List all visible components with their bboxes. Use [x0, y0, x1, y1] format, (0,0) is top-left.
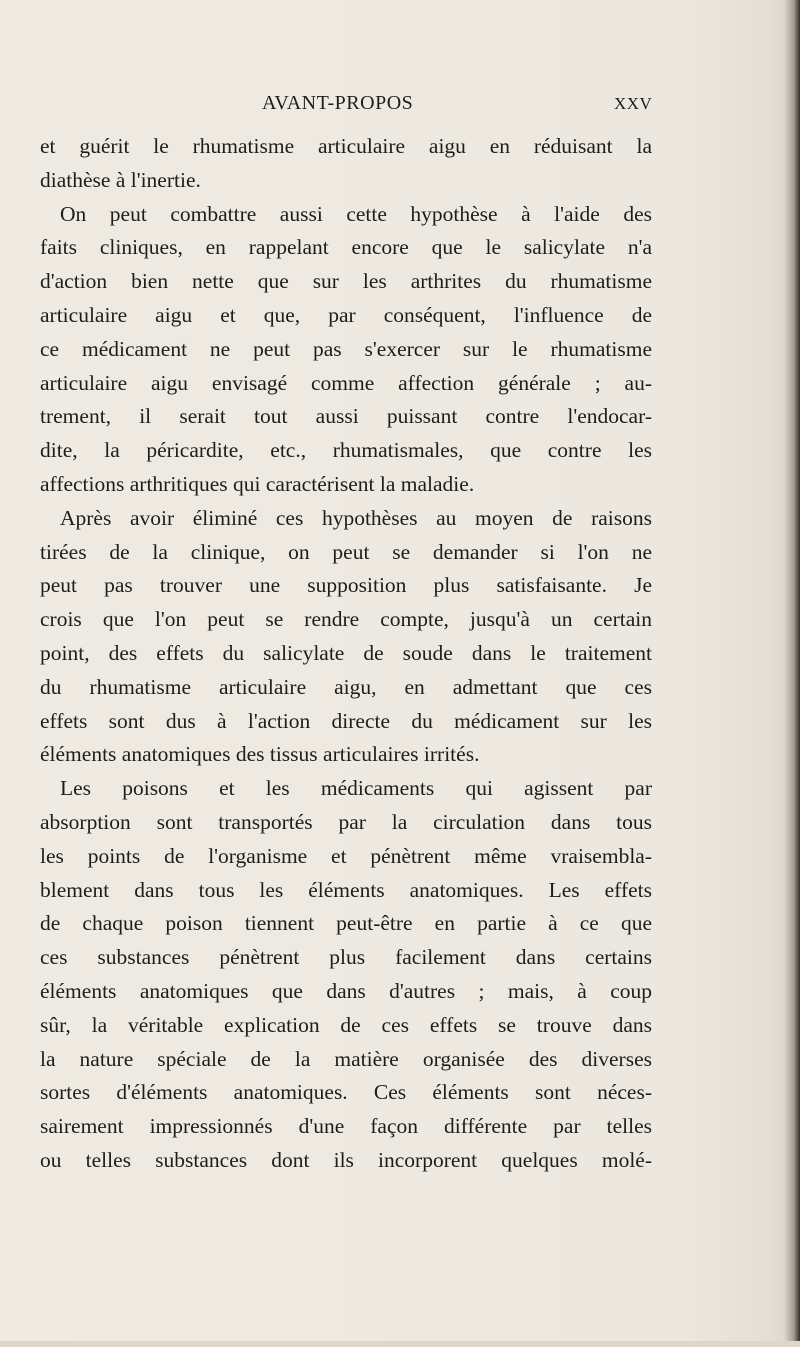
- text-line: ou telles substances dont ils incorporent quelques molé-: [40, 1147, 652, 1172]
- text-line: articulaire aigu envisagé comme affection générale ; au-: [40, 370, 652, 395]
- text-line: On peut combattre aussi cette hypothèse à l'aide des: [60, 201, 652, 226]
- text-line: la nature spéciale de la matière organisée des diverses: [40, 1046, 652, 1071]
- text-line: diathèse à l'inertie.: [40, 167, 201, 192]
- page-bottom-edge: [0, 1341, 800, 1347]
- text-line: éléments anatomiques que dans d'autres ; mais, à coup: [40, 978, 652, 1003]
- text-line: articulaire aigu et que, par conséquent, l'influence de: [40, 302, 652, 327]
- page-edge-shadow: [784, 0, 800, 1347]
- body-text: [40, 130, 652, 1178]
- text-line: Les poisons et les médicaments qui agissent par: [60, 776, 652, 801]
- text-line: trement, il serait tout aussi puissant contre l'endocar-: [40, 404, 652, 429]
- text-line: dite, la péricardite, etc., rhumatismales, que contre les: [40, 438, 652, 463]
- text-line: tirées de la clinique, on peut se demander si l'on ne: [40, 539, 652, 564]
- text-line: éléments anatomiques des tissus articulaires irrités.: [40, 742, 480, 767]
- text-line: effets sont dus à l'action directe du médicament sur les: [40, 708, 652, 733]
- text-line: de chaque poison tiennent peut-être en partie à ce que: [40, 911, 652, 936]
- text-line: et guérit le rhumatisme articulaire aigu en réduisant la: [40, 134, 652, 158]
- text-line: ces substances pénètrent plus facilement dans certains: [40, 945, 652, 970]
- text-line: peut pas trouver une supposition plus satisfaisante. Je: [40, 573, 652, 598]
- text-line: sairement impressionnés d'une façon différente par telles: [40, 1114, 652, 1139]
- text-line: sortes d'éléments anatomiques. Ces éléments sont néces-: [40, 1080, 652, 1105]
- text-line: du rhumatisme articulaire aigu, en admettant que ces: [40, 674, 652, 699]
- text-line: absorption sont transportés par la circulation dans tous: [40, 809, 652, 834]
- text-line: sûr, la véritable explication de ces effets se trouve dans: [40, 1012, 652, 1037]
- text-line: affections arthritiques qui caractérisent la maladie.: [40, 471, 475, 496]
- text-line: blement dans tous les éléments anatomiques. Les effets: [40, 877, 652, 902]
- text-line: ce médicament ne peut pas s'exercer sur le rhumatisme: [40, 336, 652, 361]
- text-line: point, des effets du salicylate de soude dans le traitement: [40, 640, 652, 665]
- text-line: les points de l'organisme et pénètrent même vraisembla-: [40, 843, 652, 868]
- page-header: [0, 92, 800, 116]
- text-line: d'action bien nette que sur les arthrites du rhumatisme: [40, 269, 652, 294]
- page-number: XXV: [614, 94, 653, 113]
- text-line: faits cliniques, en rappelant encore que le salicylate n'a: [40, 235, 652, 260]
- running-title: AVANT-PROPOS: [262, 92, 414, 114]
- text-line: crois que l'on peut se rendre compte, jusqu'à un certain: [40, 607, 652, 632]
- text-line: Après avoir éliminé ces hypothèses au moyen de raisons: [60, 505, 652, 530]
